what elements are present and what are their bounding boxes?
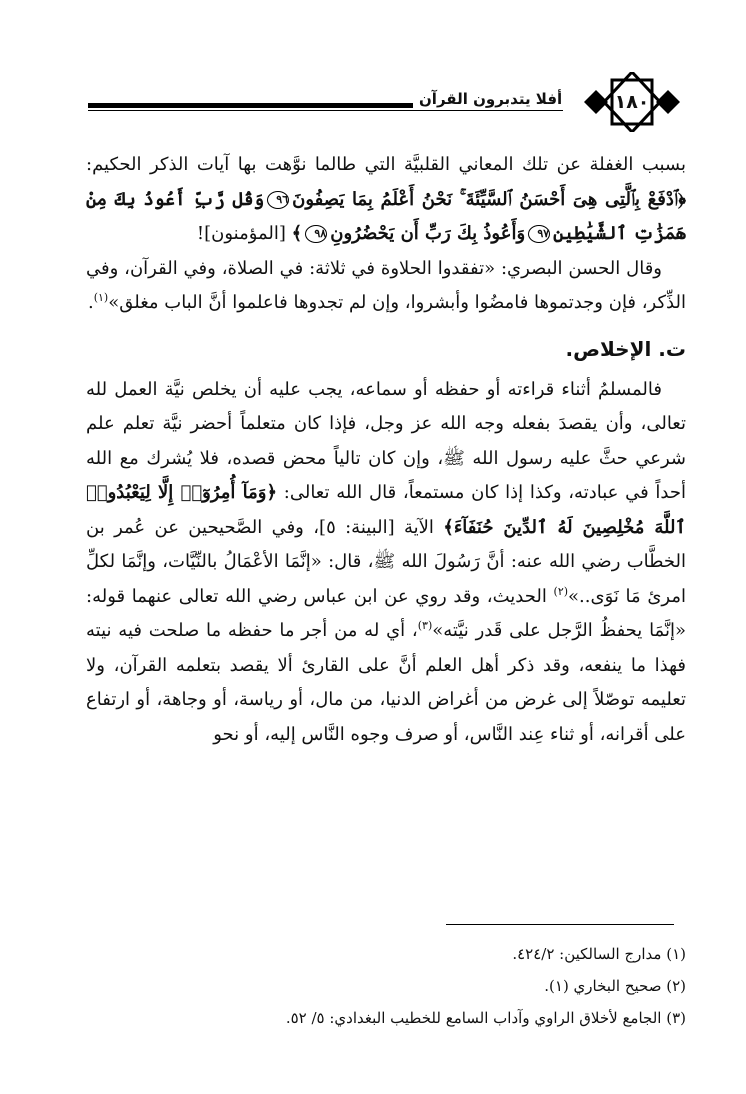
running-header bbox=[88, 72, 688, 132]
quran-reference-2: الآية [البينة: ٥]، bbox=[313, 516, 434, 538]
main-text bbox=[86, 148, 686, 752]
quran-verse-97: وَقُل رَّبِّ أَعُوذُ بِكَ مِنْ هَمَزَٰتِ ٱلشَّيَٰطِينِ bbox=[86, 188, 686, 244]
header-rule-thin bbox=[88, 110, 563, 111]
quran-verse-98: وَأَعُوذُ بِكَ رَبِّ أَن يَحْضُرُونِ bbox=[330, 223, 526, 244]
quran-bracket-close-2: ﴾ bbox=[443, 516, 454, 538]
page-number: ١٨٠ bbox=[614, 91, 650, 113]
footnote-3: (٣) الجامع لأخلاق الراوي وآداب السامع للخطيب البغدادي: ٥/ ٥٢. bbox=[285, 1009, 686, 1027]
ikhlas-text: فالمسلمُ أثناء قراءته أو حفظه أو سماعه، يجب عليه أن يخلص نيَّة العمل لله تعالى، وأن يقصدَ بفعله وجه الله عز وجل، فإذا كان متعلماً أحضر نيَّة تعلم علم شرعي حثَّ عليه رسول الله ﷺ، وإن كان تالياً محض قصده، فلا يُشرك مع الله أحداً في عبادته، وكذا إذا كان مستمعاً، قال الله تعالى: bbox=[86, 378, 686, 503]
ayah-number-98: ٩٨ bbox=[305, 225, 327, 243]
footnote-1: (١) مدارج السالكين: ٤٢٤/٢. bbox=[512, 945, 686, 963]
intro-line: بسبب الغفلة عن تلك المعاني القلبيَّة التي طالما نوَّهت بها آيات الذكر الحكيم: bbox=[86, 154, 686, 175]
footnote-ref-3[interactable]: (٣) bbox=[417, 619, 433, 632]
footnote-ref-1[interactable]: (١) bbox=[93, 291, 109, 304]
quran-reference: [المؤمنون]! bbox=[196, 223, 286, 244]
hasan-quote: وقال الحسن البصري: «تفقدوا الحلاوة في ثلاثة: في الصلاة، وفي القرآن، وفي الذِّكر، فإن وجدتموها فامضُوا وأبشروا، وإن لم تجدوها فاعلموا أنَّ الباب مغلق» bbox=[86, 257, 686, 313]
quran-verse-text-2: وَمَآ أُمِرُوٓا۟ إِلَّا لِيَعْبُدُوا۟ ٱللَّهَ مُخْلِصِينَ لَهُ ٱلدِّينَ حُنَفَآءَ bbox=[86, 482, 686, 538]
quran-verse-96: ٱدْفَعْ بِٱلَّتِى هِىَ أَحْسَنُ ٱلسَّيِّئَةَ ۚ نَحْنُ أَعْلَمُ بِمَا يَصِفُونَ bbox=[292, 188, 678, 210]
footnote-ref-2[interactable]: (٢) bbox=[553, 584, 569, 598]
hasan-end: . bbox=[87, 292, 94, 313]
paragraph-ikhlas bbox=[86, 373, 686, 753]
paragraph-intro bbox=[86, 148, 686, 252]
quran-bracket-close: ﴾ bbox=[291, 223, 303, 244]
closing-text: ، أي له من أجر ما حفظه ما صلحت فيه نيته فهذا ما ينفعه، وقد ذكر أهل العلم أنَّ على القارئ ألا يقصد بتعلمه القرآن، ولا تعليمه توصّلاً إلى غرض من أغراض الدنيا، من مال، أو رياسة، أو وجاهة، أو ارتفاع على أقرانه، أو ثناء عِند النَّاس، أو صرف وجوه النَّاس إليه، أو نحو bbox=[86, 620, 686, 745]
footnotes bbox=[86, 938, 686, 1034]
book-title: أفلا يتدبرون القرآن bbox=[413, 88, 568, 110]
section-heading-ikhlas: ت. الإخلاص. bbox=[565, 336, 686, 361]
ayah-number-96: ٩٦ bbox=[267, 191, 289, 209]
quran-verse-muminun bbox=[86, 189, 686, 245]
hadith-text: وفي الصَّحيحين عن عُمر بن الخطَّاب رضي الله عنه: أنَّ رَسُولَ الله ﷺ، قال: «إنَّمَا الأعْمَالُ بالنِّيَّات، وإنَّمَا لكلِّ امرئ مَا نَوَى..» bbox=[86, 516, 686, 607]
paragraph-hasan bbox=[86, 252, 686, 321]
quran-bracket-open: ﴿ bbox=[678, 188, 686, 210]
ibn-abbas-text: الحديث، وقد روي عن ابن عباس رضي الله تعالى عنهما قوله: «إنَّمَا يحفظُ الرَّجل على قَدر نيَّته» bbox=[86, 585, 686, 641]
ayah-number-97: ٩٧ bbox=[528, 225, 550, 243]
footnote-separator bbox=[446, 924, 674, 925]
footnote-2: (٢) صحيح البخاري (١). bbox=[544, 977, 686, 995]
quran-bracket-open-2: ﴿ bbox=[266, 482, 278, 503]
